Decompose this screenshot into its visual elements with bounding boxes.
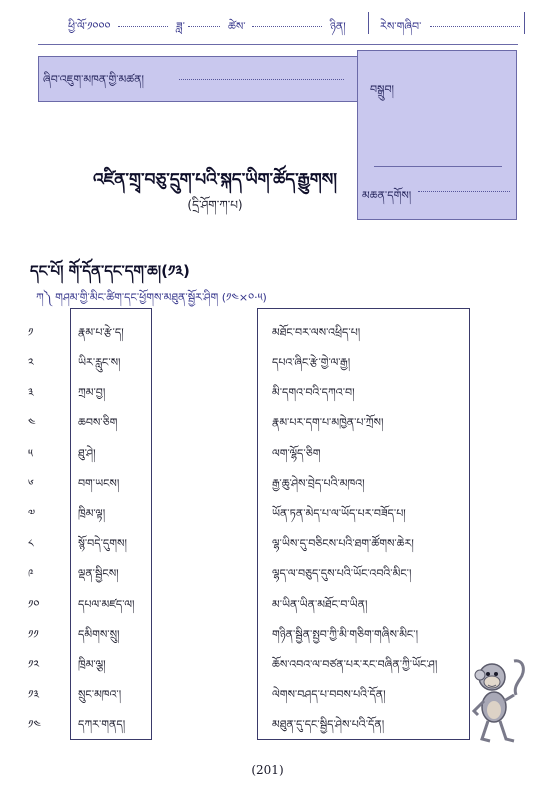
row-definition: མཐུན་དུ་དང་སྦྱིད་ཤེས་པའི་དོན།: [272, 718, 385, 731]
class-label: ཕྱི་ལོ་༡༠༠༠: [68, 20, 111, 33]
student-name-box: [38, 56, 358, 102]
row-definition: ལེགས་བཤད་པ་བབས་པའི་དོན།: [272, 688, 386, 701]
day-suffix: ཉིན།: [330, 20, 346, 33]
row-term: དམིགས་སྲུ།: [78, 628, 120, 641]
row-number: ༦: [28, 477, 34, 490]
monkey-mascot-icon: [470, 655, 528, 747]
student-name-field[interactable]: [179, 79, 344, 80]
row-number: ༨: [28, 537, 34, 550]
section-heading: དང་པོ། གོ་དོན་དང་དག་ཆ།(༡༣): [30, 262, 190, 280]
row-term: དཀར་གནད།: [78, 718, 126, 731]
student-name-label: ཞིབ་འཇུག་མཁན་གྱི་མཚན།: [43, 73, 144, 86]
row-number: ༡: [28, 326, 34, 339]
score-field[interactable]: [374, 166, 502, 167]
row-term: ཡིར་རླུང་ས།: [78, 356, 121, 369]
row-number: ༡༠: [28, 598, 40, 611]
row-number: ༩: [28, 567, 34, 580]
row-definition: རྒྱ་ཆུ་ཤེས་བྲེད་པའི་མཁའ།: [272, 477, 365, 490]
day-label: ཚེས་: [228, 20, 246, 33]
row-term: ཁྲིམ་ལྟ།: [78, 507, 106, 520]
row-number: ༡༤: [28, 718, 41, 731]
section-instruction: ཀ༽ གཤམ་གྱི་མིང་ཚིག་དང་ཕྱོགས་མཐུན་སྦྱོར་ཤིག (༡༤×༠·༥): [36, 291, 267, 304]
score-box: [357, 50, 517, 220]
row-number: ༢: [28, 356, 34, 369]
page-number: (201): [251, 763, 284, 777]
exam-title: འཛིན་གྲྭ་བཅུ་དྲུག་པའི་སྐད་ཡིག་ཚོད་རྒྱུགས།: [93, 170, 337, 190]
row-term: སྙོ་བདེ་དུགས།: [78, 537, 127, 550]
row-number: ༣: [28, 386, 34, 399]
month-dotted-line: [188, 26, 220, 27]
row-term: སྲུང་མཁའ་།: [78, 688, 122, 701]
row-definition: དཔའ་ཞིང་རྩེ་གྱེ་ལ་རྒྱ།: [272, 356, 351, 369]
header-right-edge: [524, 12, 525, 34]
row-term: ཁྲིམ་ལྕ།: [78, 658, 106, 671]
row-definition: ལྷ་ཡིས་དུ་བཅིངས་པའི་ཐག་ཚོགས་ཆེར།: [272, 537, 414, 550]
month-label: ཟླ་: [176, 20, 185, 33]
header-divider: [368, 12, 369, 34]
row-term: ཐུ་ཤེ།: [78, 447, 96, 460]
grade-field[interactable]: [418, 191, 510, 192]
row-definition: ཆོས་འབའ་ལ་བཙན་པར་རང་བཞིན་ཀྱི་ཡོང་ཤ།: [272, 658, 438, 671]
row-definition: མ་ཡིན་ཡིན་མཐོང་བ་ཡིན།: [272, 598, 368, 611]
row-definition: ལག་ལྷོད་ཅིག: [272, 447, 321, 460]
row-definition: གཉིན་སྦྱིན་སྤྱབ་ཀྱི་མི་གཅིག་གཞིས་མིང་།: [272, 628, 419, 641]
grade-label: མཆན་དགོས།: [362, 189, 412, 202]
row-definition: མཐོང་བར་ལས་འཕྲིད་པ།: [272, 326, 361, 339]
score-label: བསྒྲུབ།: [370, 83, 394, 96]
row-number: ༡༡: [28, 628, 39, 641]
form-top-rule: [38, 44, 518, 45]
row-definition: རྣམ་པར་དག་པ་མཁྱེན་པ་ཀྲོས།: [272, 416, 384, 429]
row-number: ༡༢: [28, 658, 40, 671]
row-term: བག་ཡངས།: [78, 477, 120, 490]
row-number: ༧: [28, 507, 36, 520]
day-dotted-line: [252, 26, 322, 27]
row-definition: མི་དགའ་བའི་དཀའ་བ།: [272, 386, 355, 399]
row-definition: ལྷད་ལ་བཅུད་དུས་པའི་ཡོང་འབའི་མིང་།: [272, 567, 412, 580]
class-dotted-line: [118, 26, 168, 27]
row-definition: ཡོན་ཏན་མེད་པ་ལ་ཡོད་པར་བཟོད་པ།: [272, 507, 406, 520]
row-term: དཔལ་མཛད་ལ།: [78, 598, 135, 611]
row-term: རྣམ་པ་རྩེ་ད།: [78, 326, 124, 339]
exam-subtitle: (དྲི་ཤོག་ཀ་པ): [187, 198, 243, 212]
row-number: ༤: [28, 416, 36, 429]
header-line: [68, 12, 526, 34]
name-dotted-line: [430, 26, 520, 27]
name-label: རེས་གཞིབ་: [380, 20, 422, 33]
row-term: ལྡན་སྦྱིངས།: [78, 567, 119, 580]
row-number: ༥: [28, 447, 33, 460]
row-number: ༡༣: [28, 688, 39, 701]
row-term: ཀྲམ་བྱ།: [78, 386, 106, 399]
row-term: ཆབས་ཅིག: [78, 416, 118, 429]
